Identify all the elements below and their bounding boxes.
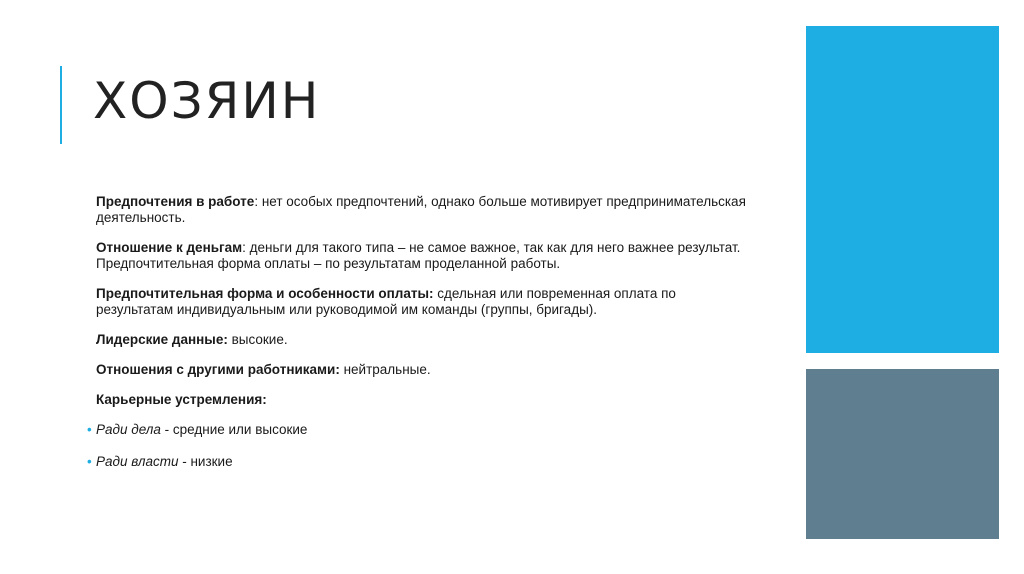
paragraph-work-preferences xyxy=(96,194,756,226)
bullet-label: Ради дела xyxy=(96,422,161,437)
bullet-text: - средние или высокие xyxy=(160,422,308,437)
paragraph-text: сдельная или повременная оплата по результатам индивидуальным или руководимой им команды (группы, бригады). xyxy=(96,286,676,317)
paragraph-label: Предпочтительная форма и особенности оплаты: xyxy=(96,286,434,301)
decorative-gray-block xyxy=(806,369,999,539)
paragraph-text: нейтральные. xyxy=(339,362,431,377)
paragraph-leadership xyxy=(96,332,756,348)
paragraph-label: Отношение к деньгам xyxy=(96,240,243,255)
bullet-icon: • xyxy=(87,454,92,469)
bullet-icon: • xyxy=(87,422,92,437)
paragraph-label: Отношения с другими работниками: xyxy=(96,362,340,377)
paragraph-label: Карьерные устремления: xyxy=(96,392,267,407)
bullet-text: - низкие xyxy=(178,454,233,469)
decorative-blue-block xyxy=(806,26,999,353)
slide-title: ХОЗЯИН xyxy=(93,72,321,130)
bullet-item-power xyxy=(87,454,756,470)
paragraph-colleague-relations xyxy=(96,362,756,378)
paragraph-text: : деньги для такого типа – не самое важное, так как для него важнее результат. Предпочтительная форма оплаты – по результатам проделанной работы. xyxy=(96,240,741,271)
bullet-label: Ради власти xyxy=(96,454,179,469)
paragraph-text: : нет особых предпочтений, однако больше мотивирует предпринимательская деятельность. xyxy=(96,194,746,225)
slide-content xyxy=(87,194,756,486)
bullet-item-business xyxy=(87,422,756,438)
paragraph-label: Предпочтения в работе xyxy=(96,194,255,209)
paragraph-label: Лидерские данные: xyxy=(96,332,228,347)
paragraph-career-aspirations xyxy=(96,392,756,408)
title-accent-line xyxy=(60,66,62,144)
paragraph-payment-form xyxy=(96,286,756,318)
paragraph-money-attitude xyxy=(96,240,756,272)
paragraph-text: высокие. xyxy=(227,332,288,347)
